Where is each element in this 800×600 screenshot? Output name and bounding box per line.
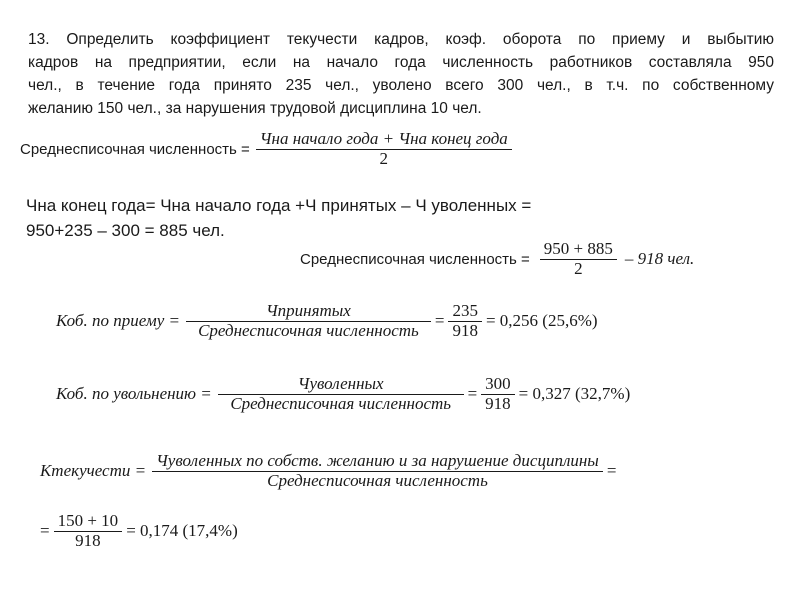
avg-formula-fraction <box>256 130 512 168</box>
hire-denominator: Среднесписочная численность <box>198 320 419 340</box>
hire-label: Коб. по приему = <box>56 311 180 331</box>
avg-formula-label: Среднесписочная численность = <box>20 140 250 158</box>
avg-calc-numerator: 950 + 885 <box>543 239 613 258</box>
avg-calc-fraction <box>540 240 617 278</box>
hire-ratio-formula <box>56 302 598 340</box>
turnover-value-numerator: 150 + 10 <box>57 511 119 530</box>
avg-formula-numerator: Чна начало года + Чна конец года <box>259 129 508 148</box>
dismiss-value-numerator: 300 <box>485 374 511 393</box>
avg-calc-result: – 918 чел. <box>624 249 695 269</box>
hire-result: = 0,256 (25,6%) <box>485 311 598 331</box>
hire-value-fraction <box>448 302 482 340</box>
problem-line-1: 13. Определить коэффициент текучести кадров, коэф. оборота по приему и выбытию <box>28 31 774 48</box>
avg-headcount-calc <box>300 240 694 278</box>
turnover-equals: = <box>606 461 617 481</box>
problem-line-2: кадров на предприятии, если на начало года численность работников составляла 950 <box>28 54 774 71</box>
avg-formula-denominator: 2 <box>379 148 389 168</box>
dismiss-numerator: Чуволенных <box>297 374 384 393</box>
dismiss-label: Коб. по увольнению = <box>56 384 212 404</box>
end-year-line-2: 950+235 – 300 = 885 чел. <box>26 221 225 240</box>
end-year-calc <box>26 193 531 243</box>
turnover-fraction <box>152 452 603 490</box>
avg-headcount-formula <box>20 130 512 168</box>
avg-calc-label: Среднесписочная численность = <box>300 250 530 268</box>
dismiss-value-denominator: 918 <box>485 393 511 413</box>
end-year-line-1: Чна конец года= Чна начало года +Ч принятых – Ч уволенных = <box>26 196 532 215</box>
problem-line-3: чел., в течение года принято 235 чел., уволено всего 300 чел., в т.ч. по собственному <box>28 77 774 94</box>
turnover-calc <box>40 512 238 550</box>
turnover-label: Ктекучести = <box>40 461 147 481</box>
avg-calc-denominator: 2 <box>574 258 583 278</box>
dismiss-equals: = <box>467 384 478 404</box>
hire-value-denominator: 918 <box>452 320 478 340</box>
dismiss-denominator: Среднесписочная численность <box>230 393 452 413</box>
dismiss-result: = 0,327 (32,7%) <box>518 384 631 404</box>
turnover-formula <box>40 452 620 490</box>
turnover-numerator: Чуволенных по собств. желанию и за нарушение дисциплины <box>156 451 599 470</box>
dismiss-ratio-formula <box>56 375 630 413</box>
turnover-result: = 0,174 (17,4%) <box>126 521 238 541</box>
problem-statement <box>28 28 774 120</box>
turnover-value-fraction <box>54 512 123 550</box>
turnover-value-denominator: 918 <box>75 530 101 550</box>
turnover-denominator: Среднесписочная численность <box>267 470 488 490</box>
dismiss-fraction <box>218 375 464 413</box>
dismiss-value-fraction <box>481 375 515 413</box>
problem-line-4: желанию 150 чел., за нарушения трудовой дисциплина 10 чел. <box>28 100 482 117</box>
hire-fraction <box>186 302 431 340</box>
hire-value-numerator: 235 <box>452 301 478 320</box>
turnover-calc-equals: = <box>40 521 50 541</box>
hire-numerator: Чпринятых <box>265 301 351 320</box>
hire-equals: = <box>434 311 445 331</box>
